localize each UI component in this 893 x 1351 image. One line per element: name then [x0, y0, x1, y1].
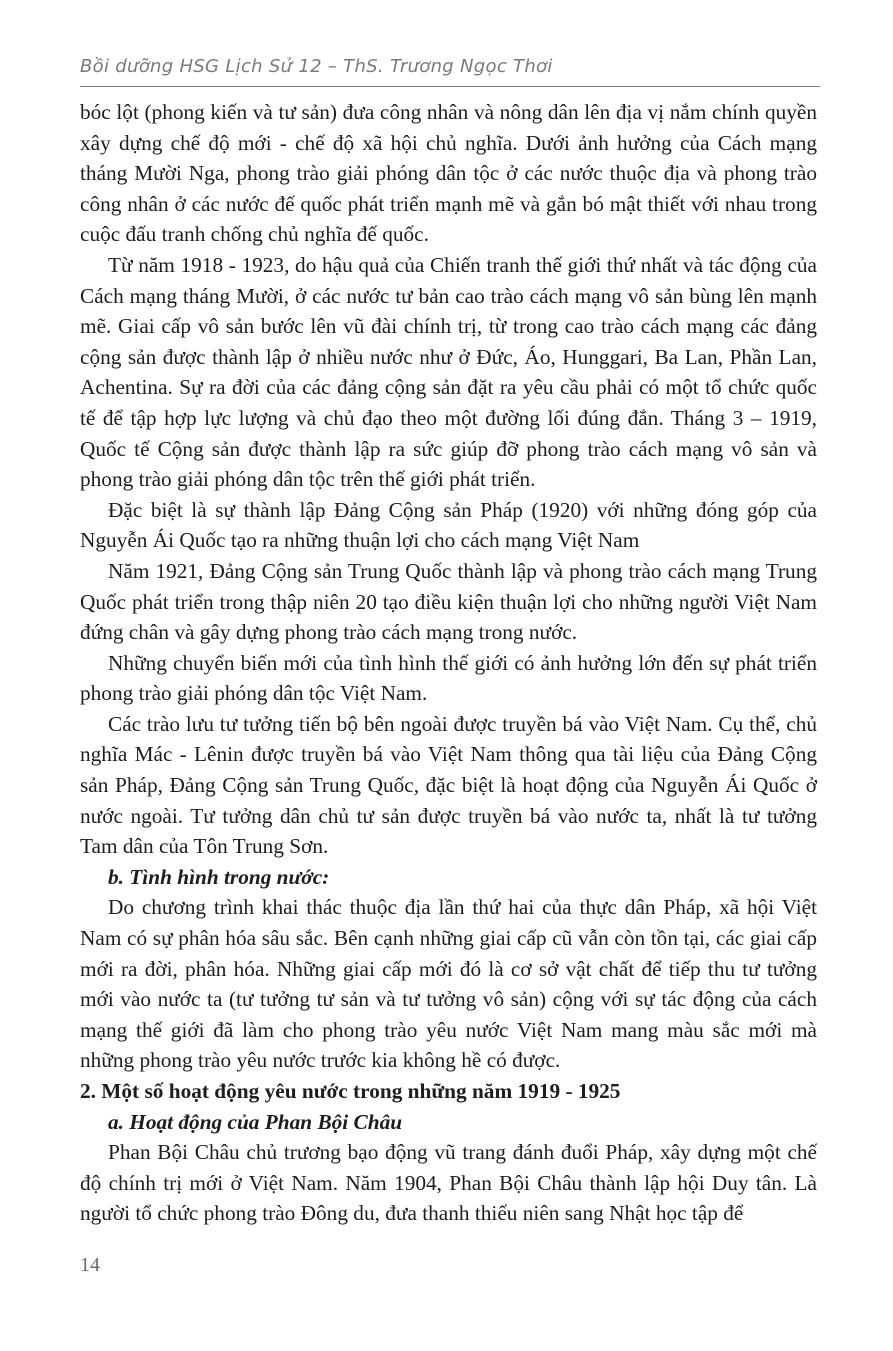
paragraph: Đặc biệt là sự thành lập Đảng Cộng sản Pháp (1920) với những đóng góp của Nguyễn Ái Quốc tạo ra những thuận lợi cho cách mạng Việt Nam	[80, 497, 817, 553]
page-body	[80, 97, 817, 1229]
header-divider	[80, 86, 820, 87]
paragraph: Những chuyển biến mới của tình hình thế giới có ảnh hưởng lớn đến sự phát triển phong trào giải phóng dân tộc Việt Nam.	[80, 650, 817, 706]
paragraph: Các trào lưu tư tưởng tiến bộ bên ngoài được truyền bá vào Việt Nam. Cụ thể, chủ nghĩa Mác - Lênin được truyền bá vào Việt Nam thông qua tài liệu của Đảng Cộng sản Pháp, Đảng Cộng sản Trung Quốc, đặc biệt là hoạt động của Nguyễn Ái Quốc ở nước ngoài. Tư tưởng dân chủ tư sản được truyền bá vào nước ta, nhất là tư tưởng Tam dân của Tôn Trung Sơn.	[80, 711, 817, 859]
paragraph: Năm 1921, Đảng Cộng sản Trung Quốc thành lập và phong trào cách mạng Trung Quốc phát triển trong thập niên 20 tạo điều kiện thuận lợi cho những người Việt Nam đứng chân và gây dựng phong trào cách mạng trong nước.	[80, 558, 817, 645]
paragraph: Phan Bội Châu chủ trương bạo động vũ trang đánh đuổi Pháp, xây dựng một chế độ chính trị mới ở Việt Nam. Năm 1904, Phan Bội Châu thành lập hội Duy tân. Là người tổ chức phong trào Đông du, đưa thanh thiếu niên sang Nhật học tập để	[80, 1140, 817, 1226]
paragraph: Từ năm 1918 - 1923, do hậu quả của Chiến tranh thế giới thứ nhất và tác động của Cách mạng tháng Mười, ở các nước tư bản cao trào cách mạng vô sản bùng lên mạnh mẽ. Giai cấp vô sản bước lên vũ đài chính trị, từ trong cao trào cách mạng các đảng cộng sản được thành lập ở nhiều nước như ở Đức, Áo, Hunggari, Ba Lan, Phần Lan, Achentina. Sự ra đời của các đảng cộng sản đặt ra yêu cầu phải có một tổ chức quốc tế để tập hợp lực lượng và chủ đạo theo một đường lối đúng đắn. Tháng 3 – 1919, Quốc tế Cộng sản được thành lập ra sức giúp đỡ phong trào cách mạng vô sản và phong trào giải phóng dân tộc trên thế giới phát triển.	[80, 252, 817, 492]
subheading-domestic-situation: b. Tình hình trong nước:	[108, 864, 330, 889]
paragraph: bóc lột (phong kiến và tư sản) đưa công nhân và nông dân lên địa vị nắm chính quyền xây dựng chế độ mới - chế độ xã hội chủ nghĩa. Dưới ảnh hưởng của Cách mạng tháng Mười Nga, phong trào giải phóng dân tộc ở các nước thuộc địa và phong trào công nhân ở các nước đế quốc phát triển mạnh mẽ và gắn bó mật thiết với nhau trong cuộc đấu tranh chống chủ nghĩa đế quốc.	[80, 100, 817, 247]
section-heading: 2. Một số hoạt động yêu nước trong những năm 1919 - 1925	[80, 1079, 621, 1103]
paragraph: Do chương trình khai thác thuộc địa lần thứ hai của thực dân Pháp, xã hội Việt Nam có sự phân hóa sâu sắc. Bên cạnh những giai cấp cũ vẫn còn tồn tại, các giai cấp mới ra đời, phân hóa. Những giai cấp mới đó là cơ sở vật chất để tiếp thu tư tưởng mới vào nước ta (tư tưởng tư sản và tư tưởng vô sản) cộng với sự tác động của cách mạng thế giới đã làm cho phong trào yêu nước Việt Nam mang màu sắc mới mà những phong trào yêu nước trước kia không hề có được.	[80, 895, 817, 1073]
subheading-phan-boi-chau: a. Hoạt động của Phan Bội Châu	[108, 1109, 403, 1134]
running-header: Bồi dưỡng HSG Lịch Sử 12 – ThS. Trương Ngọc Thơi	[80, 56, 553, 77]
page-number: 14	[80, 1254, 100, 1276]
